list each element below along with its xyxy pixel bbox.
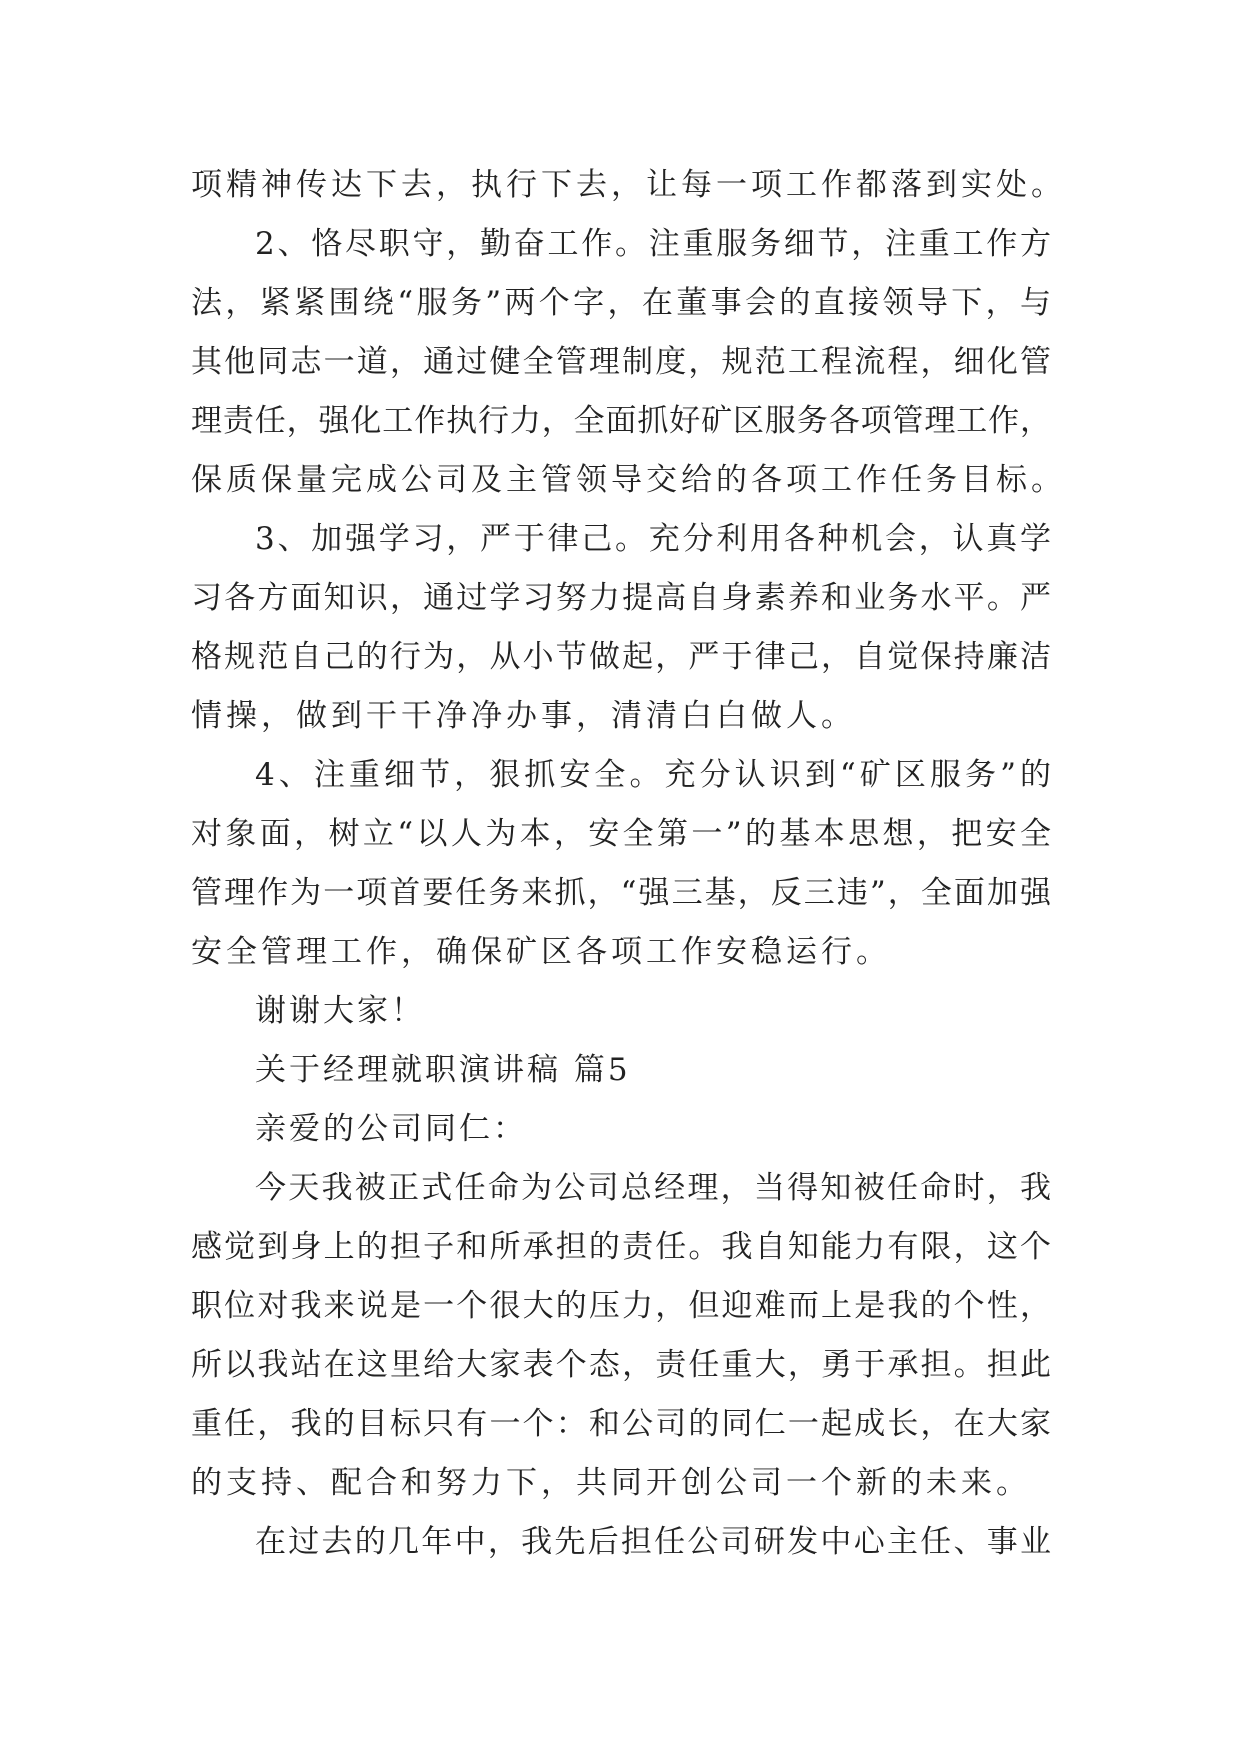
text-line: 情操，做到干干净净办事，清清白白做人。 [191,698,856,734]
text-line: 感觉到身上的担子和所承担的责任。我自知能力有限，这个 [191,1229,1051,1265]
text-line: 今天我被正式任命为公司总经理，当得知被任命时，我 [255,1170,1051,1206]
text-line: 对象面，树立“以人为本，安全第一”的基本思想，把安全 [191,816,1051,852]
text-line: 所以我站在这里给大家表个态，责任重大，勇于承担。担此 [191,1347,1051,1383]
text-line: 管理作为一项首要任务来抓，“强三基，反三违”，全面加强 [191,875,1051,911]
text-line: 安全管理工作，确保矿区各项工作安稳运行。 [191,934,891,970]
text-line: 法，紧紧围绕“服务”两个字，在董事会的直接领导下，与 [191,285,1051,321]
text-line: 3、加强学习，严于律己。充分利用各种机会，认真学 [255,521,1051,557]
text-line: 4、注重细节，狠抓安全。充分认识到“矿区服务”的 [255,757,1051,793]
text-line: 的支持、配合和努力下，共同开创公司一个新的未来。 [191,1465,1031,1501]
text-line: 保质保量完成公司及主管领导交给的各项工作任务目标。 [191,462,1066,498]
text-line: 理责任，强化工作执行力，全面抓好矿区服务各项管理工作， [191,403,1051,439]
document-body [191,156,1066,1572]
text-line: 项精神传达下去，执行下去，让每一项工作都落到实处。 [191,167,1066,203]
text-line: 习各方面知识，通过学习努力提高自身素养和业务水平。严 [191,580,1051,616]
text-line: 重任，我的目标只有一个：和公司的同仁一起成长，在大家 [191,1406,1051,1442]
text-line: 在过去的几年中，我先后担任公司研发中心主任、事业 [255,1524,1051,1560]
salutation: 亲爱的公司同仁： [255,1111,527,1147]
text-line: 职位对我来说是一个很大的压力，但迎难而上是我的个性， [191,1288,1051,1324]
text-line: 其他同志一道，通过健全管理制度，规范工程流程，细化管 [191,344,1051,380]
section-heading: 关于经理就职演讲稿 篇5 [255,1052,631,1088]
text-line: 谢谢大家！ [255,993,425,1029]
text-line: 格规范自己的行为，从小节做起，严于律己，自觉保持廉洁 [191,639,1051,675]
text-line: 2、恪尽职守，勤奋工作。注重服务细节，注重工作方 [255,226,1051,262]
